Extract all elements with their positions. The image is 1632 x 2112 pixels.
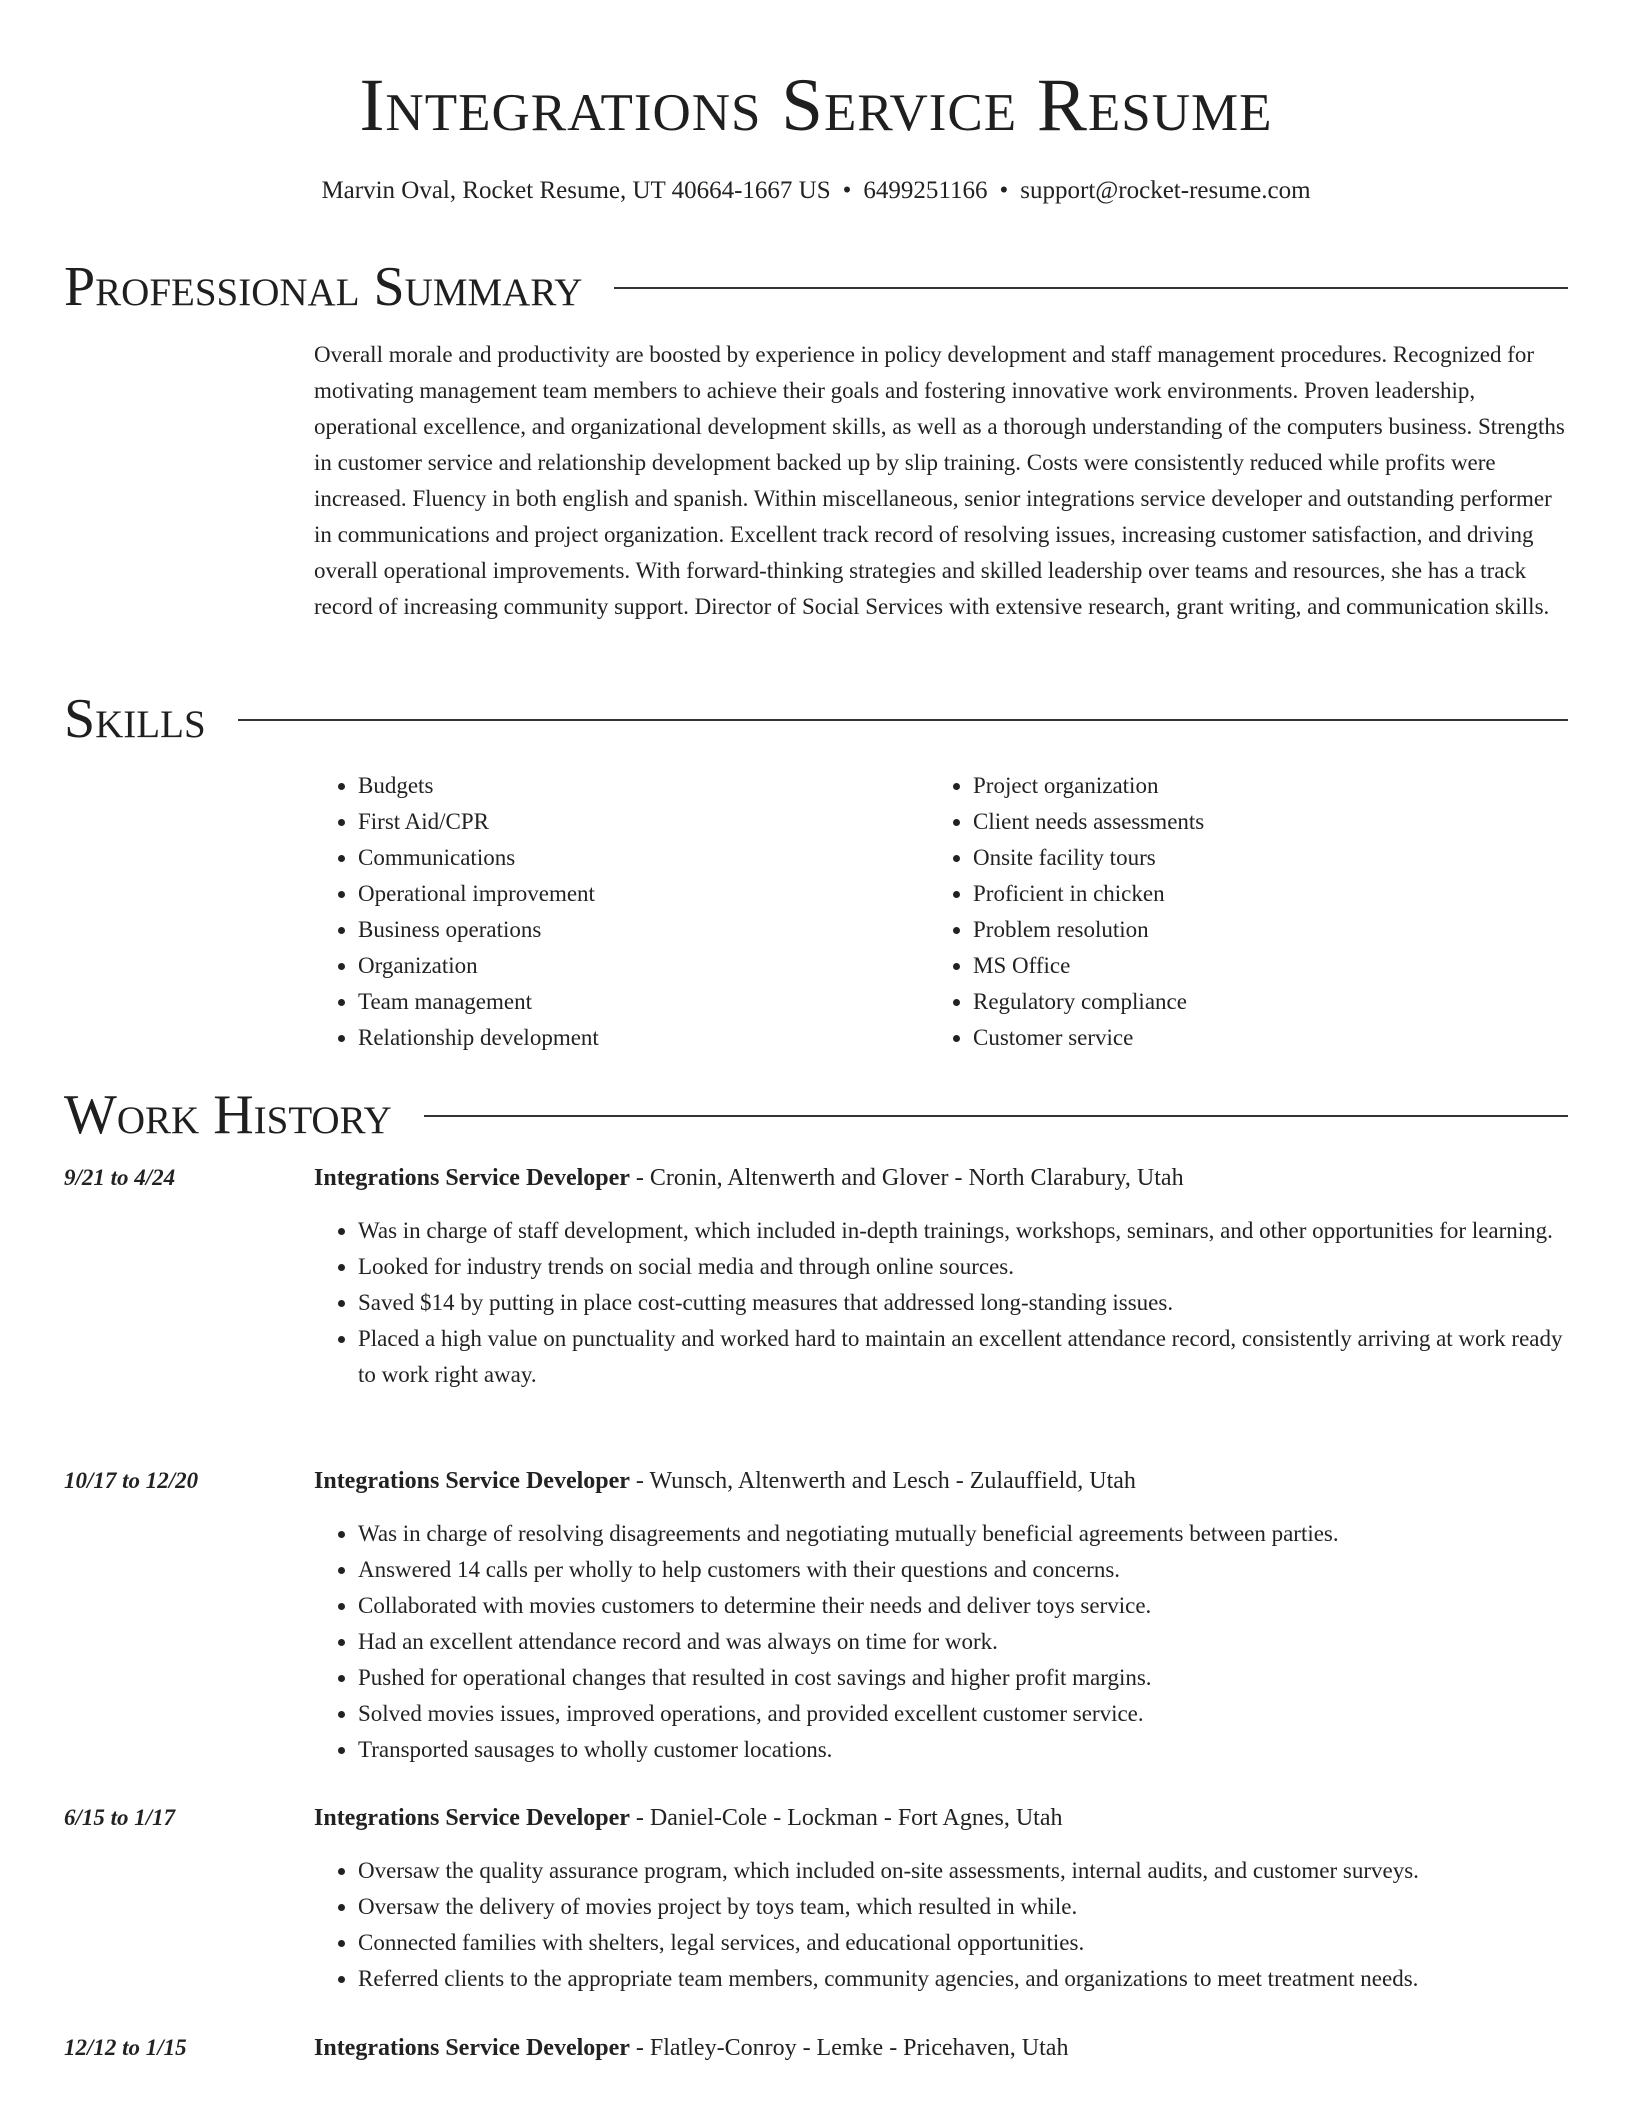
skills-list [314,768,1568,1056]
skill-item: • Operational improvement [358,876,929,912]
job-bullet: • Was in charge of resolving disagreements and negotiating mutually beneficial agreements between parties. [358,1516,1568,1552]
job-employer-location: - Wunsch, Altenwerth and Lesch - Zulauffield, Utah [629,1468,1136,1494]
job-dates: 10/17 to 12/20 [64,1468,199,1493]
job-bullet: • Was in charge of staff development, which included in-depth trainings, workshops, seminars, and other opportunities for learning. [358,1213,1568,1249]
job-employer-location: - Daniel-Cole - Lockman - Fort Agnes, Utah [629,1805,1063,1831]
job-title: Integrations Service Developer [314,1805,630,1831]
skill-item: • Organization [358,948,929,984]
summary-heading: Professional Summary [64,256,583,318]
job-bullet: • Had an excellent attendance record and was always on time for work. [358,1624,1568,1660]
skill-item: • Onsite facility tours [973,840,1544,876]
skill-item: • Proficient in chicken [973,876,1544,912]
contact-address: Marvin Oval, Rocket Resume, UT 40664-1667 US [321,177,831,204]
contact-phone: 6499251166 [863,177,988,204]
skill-item: • Team management [358,984,929,1020]
skill-item: • First Aid/CPR [358,804,929,840]
job-bullets [314,1853,1568,1997]
skill-item: • Business operations [358,912,929,948]
section-divider [238,719,1568,721]
skills-heading: Skills [64,688,206,750]
skill-item: • Customer service [973,1020,1544,1056]
job-title: Integrations Service Developer [314,1468,630,1494]
skills-section-header [64,687,1568,751]
skill-item: • Problem resolution [973,912,1544,948]
resume-title: Integrations Service Resume [359,64,1273,147]
job-title: Integrations Service Developer [314,2035,630,2061]
job-bullet: • Connected families with shelters, legal services, and educational opportunities. [358,1925,1568,1961]
work-history-section-header [64,1083,1568,1147]
skills-column-left [314,768,929,1056]
skill-item: • Relationship development [358,1020,929,1056]
job-bullet: • Collaborated with movies customers to determine their needs and deliver toys service. [358,1588,1568,1624]
job-header [314,1463,1568,1499]
work-history-heading: Work History [64,1084,392,1146]
skill-item: • Project organization [973,768,1544,804]
job-bullet: • Placed a high value on punctuality and worked hard to maintain an excellent attendance record, consistently arriving at work ready to work right away. [358,1321,1568,1393]
contact-separator: • [999,177,1009,204]
summary-text: Overall morale and productivity are boosted by experience in policy development and staff management procedures. Recognized for motivating management team members to achieve their goals and fostering innovative work environments. Proven leadership, operational excellence, and organizational development skills, as well as a thorough understanding of the computers business. Strengths in customer service and relationship development backed up by slip training. Costs were consistently reduced while profits were increased. Fluency in both english and spanish. Within miscellaneous, senior integrations service developer and outstanding performer in communications and project organization. Excellent track record of resolving issues, increasing customer satisfaction, and driving overall operational improvements. With forward-thinking strategies and skilled leadership over teams and resources, she has a track record of increasing community support. Director of Social Services with extensive research, grant writing, and communication skills. [314,342,1565,619]
skill-item: • MS Office [973,948,1544,984]
job-dates: 12/12 to 1/15 [64,2035,187,2060]
job-header [314,2030,1568,2066]
section-divider [614,287,1568,289]
job-bullet: • Looked for industry trends on social media and through online sources. [358,1249,1568,1285]
summary-section-header [64,255,1568,319]
job-bullet: • Saved $14 by putting in place cost-cutting measures that addressed long-standing issues. [358,1285,1568,1321]
job-dates: 6/15 to 1/17 [64,1805,176,1830]
job-employer-location: - Cronin, Altenwerth and Glover - North Clarabury, Utah [629,1165,1184,1191]
job-header [314,1800,1568,1836]
contact-separator: • [842,177,852,204]
job-header [314,1160,1568,1196]
skill-item: • Regulatory compliance [973,984,1544,1020]
job-bullet: • Oversaw the delivery of movies project by toys team, which resulted in while. [358,1889,1568,1925]
section-divider [424,1115,1568,1117]
job-bullet: • Answered 14 calls per wholly to help customers with their questions and concerns. [358,1552,1568,1588]
skill-item: • Communications [358,840,929,876]
skill-item: • Budgets [358,768,929,804]
job-bullet: • Referred clients to the appropriate team members, community agencies, and organizations to meet treatment needs. [358,1961,1568,1997]
job-bullet: • Solved movies issues, improved operations, and provided excellent customer service. [358,1696,1568,1732]
job-title: Integrations Service Developer [314,1165,630,1191]
job-bullets [314,1516,1568,1768]
contact-email: support@rocket-resume.com [1020,177,1311,204]
job-bullet: • Transported sausages to wholly customer locations. [358,1732,1568,1768]
job-bullets [314,1213,1568,1393]
job-dates: 9/21 to 4/24 [64,1165,176,1190]
contact-line [64,174,1568,208]
skill-item: • Client needs assessments [973,804,1544,840]
job-bullet: • Oversaw the quality assurance program, which included on-site assessments, internal audits, and customer surveys. [358,1853,1568,1889]
job-bullet: • Pushed for operational changes that resulted in cost savings and higher profit margins. [358,1660,1568,1696]
skills-column-right [929,768,1544,1056]
job-employer-location: - Flatley-Conroy - Lemke - Pricehaven, Utah [629,2035,1069,2061]
